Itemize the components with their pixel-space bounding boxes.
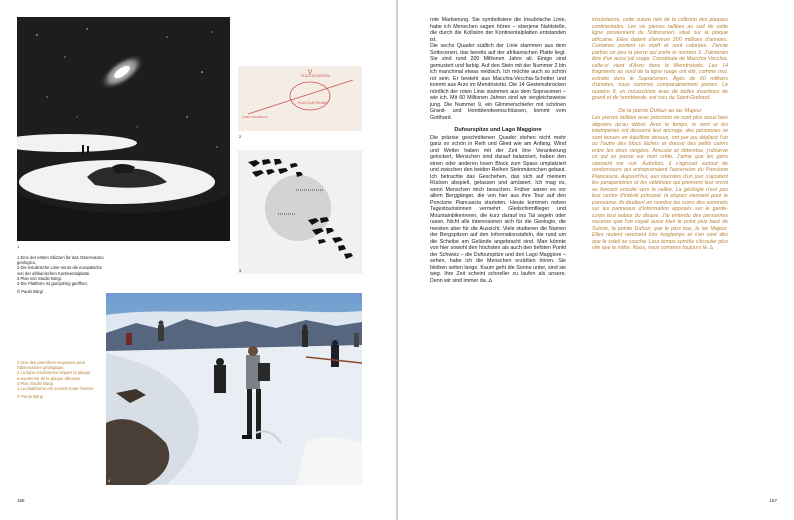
caption-de-credit: © Paolo Bürgi: [17, 289, 43, 295]
column-french: [592, 17, 728, 252]
fr-paragraph-1: insubrienne, cette suture née de la collision des plaques continentales. Les six pierres taillées au sud de cette ligne proviennent du Sottoceneri, situé sur la plaque africaine. Elles datent d'environ 200 millions d'années. Certaines portent un motif et sont colorées. J'envie parfois un peu la pierre qui porte le numéro 2. J'aimerais être d'un aussi joli rouge. Constituée de Macchia Vecchia, celle-ci vient d'Arzo dans le Mendrisiotto. Les 14 fragments au nord de la ligne rouge ont été, comme moi, extraits dans le Sopraceneri. Âgés de 60 millions d'années, nous sommes comparativement jeunes. Le numéro 9, un micaschiste avec de belles insertions de granit et de hornblende, est issu du Saint-Gothard.: [592, 17, 728, 101]
plate-diagram-image: [238, 66, 362, 131]
figure-number-1: 1: [17, 244, 20, 249]
plan-drawing-illustration: [238, 150, 362, 274]
column-german: [430, 17, 566, 284]
captions-german: [17, 255, 107, 294]
de-paragraph-1: rote Markierung. Sie symbolisiere die Insubrische Linie, habe ich Menschen sagen hören – eberjene Nahtstelle, die durch die Kollision der Kontinentalplatten entstanden ist.: [430, 17, 566, 43]
sketch-label-insubric: LINEA INSUBRICA: [242, 115, 268, 119]
figure-number-4: 4: [108, 478, 111, 483]
sketch-label-africa: PLACCA AFRICANA: [298, 101, 328, 105]
caption-fr-1: 1 Une des premières esquisses pour l'observatoire géologique.: [17, 360, 86, 371]
de-paragraph-2: Die sechs Quader südlich der Linie stammen aus dem Sottoceneri, das bereits auf der afrikanischen Platte liegt. Sie sind rund 200 Millionen Jahre alt. Einige sind gemustert und farbig. Auf den Stein mit der Nummer 2 bin ich manchmal etwas neidisch. Ich möchte auch so schön rot sein. Er besteht aus Macchia-Vecchia-Schotter und kommt aus Arzo im Mendrisiotto. Die 14 Gesteinsbrocken nördlich der roten Linie stammen aus dem Sopraceneri – wie ich. Mit 60 Millionen Jahren sind wir vergleichsweise jung. Die Nummer 9, ein Glimmerschiefer mit schönen Granit- und Hornblendeeinschlüssen, kommt vom Gotthard.: [430, 43, 566, 121]
de-paragraph-3: Die präzise geschnittenen Quader stehen nicht mehr ganz so schön in Reih und Glied wie am Anfang. Wind und Wetter haben mit der Zeit ihre Verankerung gelockert, Menschen sind darauf balanciert, haben den einen oder anderen losen Block zum Spass umplatziert und zwischen den beiden Reihen Steinmännchen gebaut. Ich betrachte das Geschehen, das sich auf meinem Rücken abspielt, gelassen und amüsiert. Ich mag es, wenn Menschen mich besuchen. Früher waren es vor allem Berggänger, die von hier aus ihre Tour auf den Poncione Piancascia starteten. Heute kommen neben Tagestouristinnen vermehrt Gleitschirmflieger und Mountainbikerinnen, die kurz darauf ins Tal segeln oder rasen. Nicht alle interessieren sich für die Geologie, die meisten aber für die Aussicht. Viele studieren die Namen der Bergspitzen auf den Informationstafeln, die rund um die Scheibe am Gelände angebracht sind. Man könnte von hier sowohl den höchsten als auch den tiefsten Punkt der Schweiz – die Dufourspitze und den Lago Maggiore – sehen, habe ich die Menschen erzählen hören. Sie bleiben selten lange. Kaum geht die Sonne unter, sind sie weg. Ihre Zeit scheint schneller zu laufen als unsere. Denn wir sind immer da. ∆: [430, 134, 566, 284]
sketch-image: [17, 17, 230, 241]
caption-de-2: 2 Die Insubrische Linie trennt die europäische von der afrikanischen Kontinentalplatte.: [17, 265, 102, 276]
captions-french: [17, 360, 107, 399]
caption-fr-3: 3 Plan Studio Bürgi.: [17, 380, 55, 386]
left-page: [0, 0, 396, 520]
caption-de-3: 3 Plan von Studio Bürgi.: [17, 275, 62, 281]
platform-photo: [106, 293, 362, 485]
folio-right: 157: [769, 498, 777, 503]
sketch-label-europe: PLACCA EUROPEA: [301, 74, 331, 78]
plate-sketch-illustration: [238, 66, 362, 131]
caption-fr-2: 2 La ligne Insubrienne sépare la plaque européenne de la plaque africaine.: [17, 370, 91, 381]
mountain-platform-photo: [106, 293, 362, 485]
caption-fr-4: 4 La plateforme est ouverte toute l'année.: [17, 386, 95, 392]
night-sketch-illustration: [17, 17, 230, 241]
fr-paragraph-2: Les pierres taillées avec précision ne sont plus aussi bien alignées qu'au début. Avec le temps, le vent et les intempéries ont desserré leur ancrage, des personnes se sont tenues en équilibre dessus, ont par jeu déplacé l'un ou l'autre des blocs lâches et dressé des petits cairns entre les deux rangées. Amusée et détendue, j'observe ce qui se passe sur mon crête. J'aime que les gens viennent me voir. Autrefois, il s'agissait surtout de randonneurs qui entreprenaient l'ascension du Poncione Piancascia. Aujourd'hui, aux touristes d'un jour s'ajoutent les parapentistes et les vététistes qui prennent leur envol ou foncent ensuite vers la vallée. La géologie n'est pas leur centre d'intérêt principal, la plupart viennent pour le panorama. Ils étudient en nombre les noms des sommets sur les panneaux d'information apposés sur le garde-corps tout autour du disque. J'ai entendu des personnes raconter que l'on voyait aussi bien le point plus haut de Suisse, la pointe Dufour, que le plus bas, le lac Majeur. Elles restent rarement très longtemps et s'en vont dès que le soleil se couche. Leur temps semble s'écouler plus vite que le nôtre. Nous, nous sommes toujours là. ∆: [592, 115, 728, 252]
folio-left: 156: [17, 498, 25, 503]
caption-de-4: 4 Die Plattform ist ganzjährig geöffnet.: [17, 281, 88, 287]
de-subheading: Dufourspitze und Lago Maggiore: [454, 127, 542, 133]
figure-number-3: 3: [239, 268, 242, 273]
caption-fr-credit: © Paolo Bürgi: [17, 394, 43, 400]
figure-number-2: 2: [239, 134, 242, 139]
caption-de-1: 1 Eine der ersten Skizzen für das Osservatorio geologico.: [17, 255, 104, 266]
plan-image: [238, 150, 362, 274]
fr-subheading: De la pointe Dufour au lac Majeur: [618, 107, 702, 114]
right-page: [398, 0, 794, 520]
